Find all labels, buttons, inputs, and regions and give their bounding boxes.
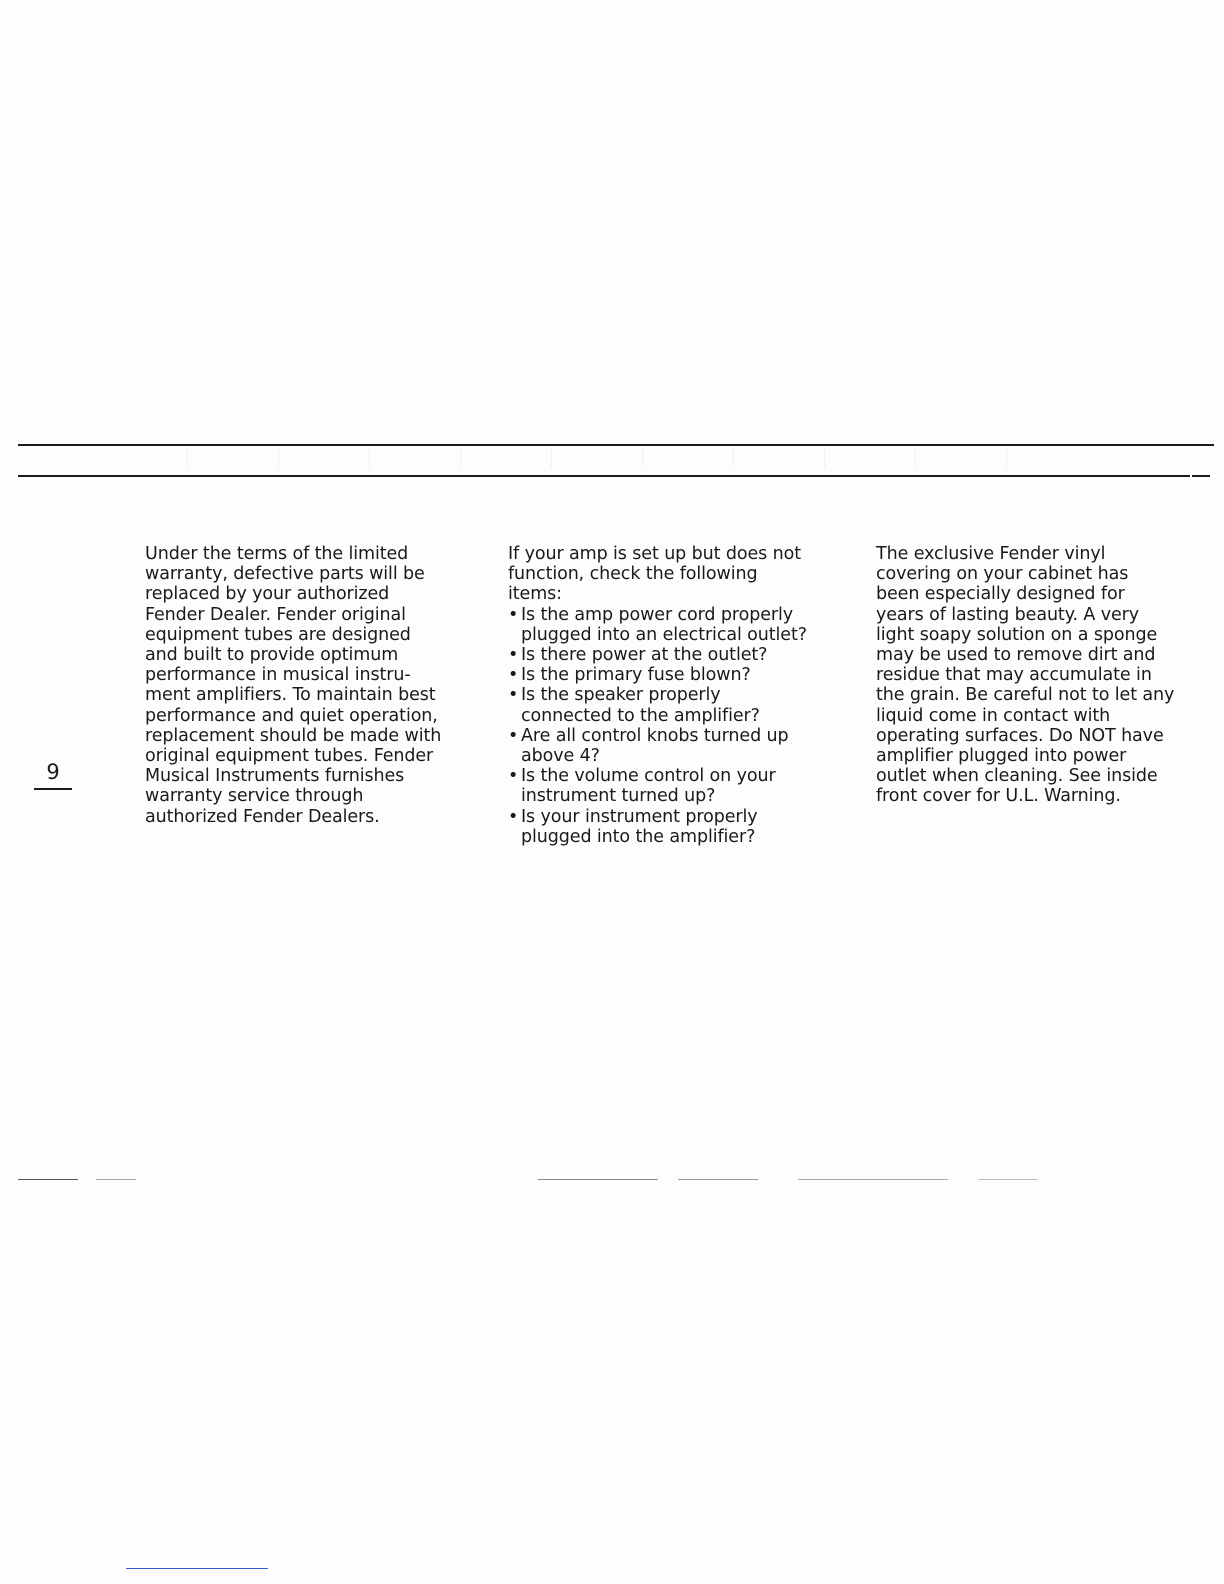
troubleshooting-checklist xyxy=(508,605,808,847)
checklist-item: • Is your instrument properly plugged into the amplifier? xyxy=(508,807,808,847)
checklist-item: • Is the primary fuse blown? xyxy=(508,665,808,685)
troubleshooting-intro: If your amp is set up but does not function, check the following items: xyxy=(508,544,801,605)
checklist-item: • Is there power at the outlet? xyxy=(508,645,808,665)
warranty-paragraph: Under the terms of the limited warranty, defective parts will be replaced by your authorized Fender Dealer. Fender original equipment tubes are designed and built to provide optimum performance in musical instru-ment amplifiers. To maintain best performance and quiet operation, replacement should be made with original equipment tubes. Fender Musical Instruments furnishes warranty service through authorized Fender Dealers. xyxy=(145,544,442,827)
checklist-item: • Is the speaker properly connected to the amplifier? xyxy=(508,685,808,725)
page-number: 9 xyxy=(46,760,60,784)
care-paragraph: The exclusive Fender vinyl covering on your cabinet has been especially designed for years of lasting beauty. A very light soapy solution on a sponge may be used to remove dirt and residue that may accumulate in the grain. Be careful not to let any liquid come in contact with operating surfaces. Do NOT have amplifier plugged into power outlet when cleaning. See inside front cover for U.L. Warning. xyxy=(876,544,1175,807)
checklist-item: • Is the amp power cord properly plugged into an electrical outlet? xyxy=(508,605,808,645)
checklist-item: • Are all control knobs turned up above 4? xyxy=(508,726,808,766)
header-rule-top xyxy=(18,444,1214,446)
scan-noise-line xyxy=(18,1176,1048,1184)
warranty-column xyxy=(145,544,445,827)
scan-speckle xyxy=(150,448,1050,468)
bottom-edge-line xyxy=(126,1568,268,1569)
page-number-underline xyxy=(34,788,72,790)
checklist-item: • Is the volume control on your instrument turned up? xyxy=(508,766,808,806)
care-column xyxy=(876,544,1176,807)
header-rule-tail xyxy=(1192,475,1210,477)
troubleshooting-column xyxy=(508,544,808,847)
header-rule-bottom xyxy=(18,475,1190,477)
